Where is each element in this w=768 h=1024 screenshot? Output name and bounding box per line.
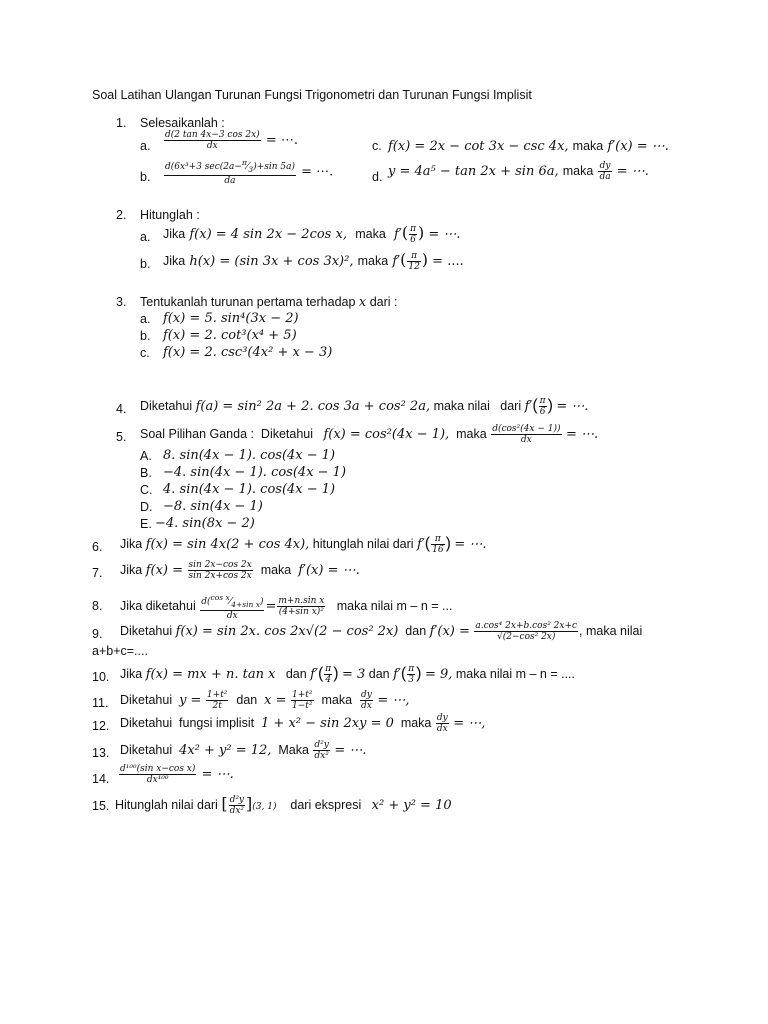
q2b-expr: Jika h(x) = (sin 3x + cos 3x)², maka f′( $\frac{\pi}{12}$ ) = .... (163, 250, 464, 272)
q1d-expr: y = 4a⁵ − tan 2x + sin 6a, maka $\frac{dy}{da}$ = ⋯. (388, 161, 649, 182)
q14-number: 14. (92, 772, 110, 786)
q5-number: 5. (116, 430, 127, 444)
q13-text: Diketahui 4x² + y² = 12, Maka $\frac{\text{d²y}}{\text{dx²}}$ = ⋯. (120, 740, 367, 761)
q14-text: $\frac{\text{d¹⁰⁰(sin x−cos x)}}{\text{dx¹⁰⁰}}$ = ⋯. (120, 764, 234, 785)
q3b-label: b. (140, 329, 151, 343)
q2-text: Hitunglah : (140, 208, 200, 222)
q10-number: 10. (92, 670, 110, 684)
q3-text: Tentukanlah turunan pertama terhadap x dari : (140, 295, 398, 310)
q3c-label: c. (140, 346, 150, 360)
q5-option-e-label: E. (140, 517, 152, 531)
q5-option-b: −4. sin(4x − 1). cos(4x − 1) (163, 465, 347, 480)
q2a-expr: Jika f(x) = 4 sin 2x − 2cos x, maka f′( $\frac{\pi}{6}$ ) = ⋯. (163, 223, 461, 245)
q3a-label: a. (140, 312, 151, 326)
q12-text: Diketahui fungsi implisit 1 + x² − sin 2xy = 0 maka $\frac{dy}{dx}$ = ⋯, (120, 713, 486, 734)
q9-text: Diketahui f(x) = sin 2x. cos 2x√(2 − cos² 2x) dan f′(x) = $\frac{\text{a.cos⁴ 2x+b.cos² 2x+c}}{\text{√(2−cos² 2x)}}$ , maka nilai (120, 621, 643, 642)
q5-option-a: 8. sin(4x − 1). cos(4x − 1) (163, 448, 336, 463)
q2b-label: b. (140, 257, 151, 271)
q13-number: 13. (92, 746, 110, 760)
q3b-expr: f(x) = 2. cot³(x⁴ + 5) (163, 328, 297, 343)
q9-number: 9. (92, 627, 103, 641)
q1-text: Selesaikanlah : (140, 116, 225, 130)
q5-option-d-label: D. (140, 500, 153, 514)
q3-number: 3. (116, 295, 127, 309)
q12-number: 12. (92, 719, 110, 733)
q3a-expr: f(x) = 5. sin⁴(3x − 2) (163, 311, 299, 326)
q6-number: 6. (92, 540, 103, 554)
q5-text: Soal Pilihan Ganda : Diketahui f(x) = cos²(4x − 1), maka $\frac{\text{d(cos²(4x − 1))}}{dx}$ = ⋯. (140, 424, 599, 445)
q3c-expr: f(x) = 2. csc³(4x² + x − 3) (163, 345, 333, 360)
q10-text: Jika f(x) = mx + n. tan x dan f′( $\frac{\pi}{4}$ ) = 3 dan f′( $\frac{\pi}{3}$ ) = 9, maka nilai m – n = .... (120, 664, 575, 685)
q5-option-a-label: A. (140, 449, 152, 463)
q1a-expr: $\frac{d(2 \tan 4x-3 \cos 2x)}{dx}$ = ⋯. (165, 130, 298, 151)
q9-continuation: a+b+c=.... (92, 644, 148, 658)
q8-text: Jika diketahui $\frac{d(^{cos x}⁄_{4+sin x})}{dx}$ = $\frac{\text{m+n.sin x}}{\text{(4+sin x)²}}$ maka nilai m – n = ... (120, 593, 453, 621)
q5-option-e: −4. sin(8x − 2) (155, 516, 255, 531)
page-title: Soal Latihan Ulangan Turunan Fungsi Trigonometri dan Turunan Fungsi Implisit (92, 88, 532, 102)
q15-text: Hitunglah nilai dari [ $\frac{\text{d²y}}{\text{dx²}}$ ](3, 1) dari ekspresi x² + y² = 10 (115, 794, 452, 816)
q4-number: 4. (116, 402, 127, 416)
q1b-label: b. (140, 170, 151, 184)
q7-number: 7. (92, 566, 103, 580)
q1c-expr: f(x) = 2x − cot 3x − csc 4x, maka f′(x) = ⋯. (388, 139, 669, 154)
q5-option-b-label: B. (140, 466, 152, 480)
q11-text: Diketahui y = $\frac{\text{1+t²}}{2t}$ dan x = $\frac{\text{1+t²}}{\text{1−t²}}$ maka $\frac{dy}{dx}$ = ⋯, (120, 690, 410, 711)
q1-number: 1. (116, 116, 127, 130)
q2a-label: a. (140, 230, 151, 244)
q11-number: 11. (92, 696, 109, 710)
q5-option-c: 4. sin(4x − 1). cos(4x − 1) (163, 482, 336, 497)
q1b-expr: $\frac{d(6x^3+3 \sec(2a-^\pi⁄_3)+\sin 5a)}{da}$ = ⋯. (165, 158, 334, 186)
q5-option-d: −8. sin(4x − 1) (163, 499, 263, 514)
q4-text: Diketahui f(a) = sin² 2a + 2. cos 3a + cos² 2a, maka nilai dari f′( $\frac{\pi}{6}$ ) = ⋯. (140, 396, 589, 417)
q7-text: Jika f(x) = $\frac{\sin 2x-\cos 2x}{\sin 2x+\cos 2x}$ maka f′(x) = ⋯. (120, 560, 360, 581)
q8-number: 8. (92, 599, 103, 613)
q1c-label: c. (372, 139, 382, 153)
q1a-label: a. (140, 139, 151, 153)
q6-text: Jika f(x) = sin 4x(2 + cos 4x), hitunglah nilai dari f′( $\frac{\pi}{16}$ ) = ⋯. (120, 534, 487, 555)
q15-number: 15. (92, 799, 110, 813)
q1d-label: d. (372, 170, 383, 184)
q2-number: 2. (116, 208, 127, 222)
q5-option-c-label: C. (140, 483, 153, 497)
